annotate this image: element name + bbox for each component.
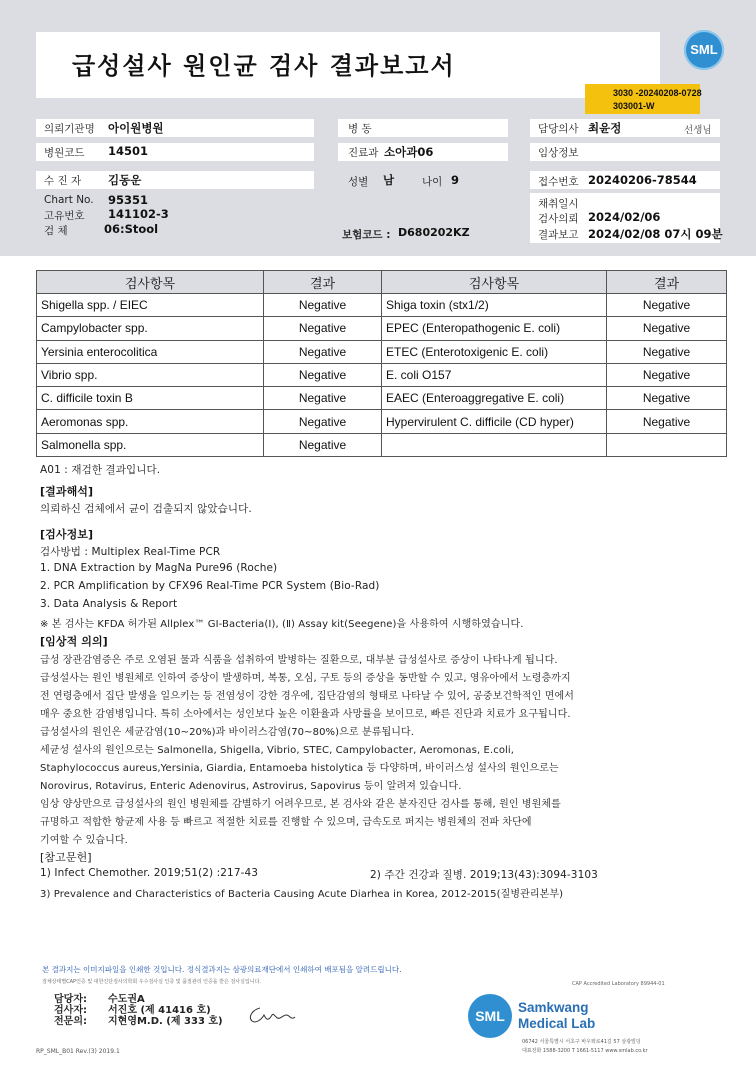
sml-logo-icon: SML [684, 30, 724, 70]
clinical-line: Norovirus, Rotavirus, Enteric Adenovirus, Astrovirus, Sapovirus 등이 알려져 있습니다. [40, 781, 462, 792]
reference-1: 1) Infect Chemother. 2019;51(2) :217-43 [40, 867, 259, 879]
signature-image [246, 1003, 296, 1025]
clinical-line: 매우 중요한 감염병입니다. 특히 소아에서는 성인보다 높은 이환율과 사망률을 보이므로, 빠른 진단과 치료가 요구됩니다. [40, 709, 571, 720]
receipt-value: 20240206-78544 [588, 173, 697, 187]
lab-name-line1: Samkwang [518, 1000, 589, 1015]
request-date-value: 2024/02/06 [588, 210, 661, 224]
table-row [37, 433, 727, 456]
test-result: Negative [264, 410, 382, 433]
header-result: 결과 [264, 271, 382, 294]
test-info-heading: [검사정보] [40, 528, 94, 541]
test-result: Negative [264, 387, 382, 410]
clinical-info-label: 임상정보 [538, 147, 579, 159]
test-name: Hypervirulent C. difficile (CD hyper) [382, 410, 607, 433]
clinical-line: 세균성 설사의 원인으로는 Salmonella, Shigella, Vibrio, STEC, Campylobacter, Aeromonas, E.coli, [40, 745, 515, 756]
report-code-line2: 303001-W [613, 101, 655, 111]
table-row [37, 294, 727, 317]
test-result: Negative [264, 340, 382, 363]
sml-lab-logo-icon: SML [468, 994, 512, 1038]
table-row [37, 317, 727, 340]
ward-label: 병 동 [348, 123, 372, 135]
test-info-line: 검사방법 : Multiplex Real-Time PCR [40, 546, 221, 558]
test-result [607, 433, 727, 456]
doctor-label: 담당의사 [538, 123, 579, 135]
test-name: ETEC (Enterotoxigenic E. coli) [382, 340, 607, 363]
header-result: 결과 [607, 271, 727, 294]
department-value: 소아과06 [384, 145, 434, 159]
test-name: Vibrio spp. [37, 363, 264, 386]
tester-value: 서진호 (제 41416 호) [108, 1005, 211, 1016]
institution-value: 아이원병원 [108, 121, 164, 135]
patient-name: 김동운 [108, 173, 142, 187]
request-date-label: 검사의뢰 [538, 213, 579, 225]
chart-no-label: Chart No. [44, 194, 94, 206]
lab-address: 06742 서울특별시 서초구 바우뫼로41길 57 삼광빌딩 [522, 1039, 641, 1045]
test-result: Negative [264, 317, 382, 340]
remark-text: A01 : 재검한 결과입니다. [40, 464, 161, 476]
manager-value: 수도권A [108, 994, 145, 1005]
clinical-line: 급성설사의 원인은 세균감염(10~20%)과 바이러스감염(70~80%)으로 분류됩니다. [40, 727, 415, 738]
table-row [37, 363, 727, 386]
interpretation-text: 의뢰하신 검체에서 균이 검출되지 않았습니다. [40, 503, 252, 515]
institution-label: 의뢰기관명 [44, 123, 95, 135]
test-name: Shigella spp. / EIEC [37, 294, 264, 317]
test-name: Salmonella spp. [37, 433, 264, 456]
test-result: Negative [607, 387, 727, 410]
test-name: Aeromonas spp. [37, 410, 264, 433]
test-info-line: 2. PCR Amplification by CFX96 Real-Time PCR System (Bio-Rad) [40, 580, 380, 592]
department-label: 진료과 [348, 147, 379, 159]
test-name [382, 433, 607, 456]
receipt-label: 접수번호 [538, 176, 579, 188]
report-date-value: 2024/02/08 07시 09분 [588, 227, 723, 241]
table-row [37, 340, 727, 363]
insurance-code-value: D680202KZ [398, 226, 470, 239]
unique-id-label: 고유번호 [44, 210, 85, 222]
doctor-value: 최윤정 [588, 121, 622, 135]
test-result: Negative [264, 294, 382, 317]
sex-label: 성별 [348, 176, 369, 188]
sex-value: 남 [383, 173, 395, 187]
hospital-code-value: 14501 [108, 144, 149, 158]
test-result: Negative [607, 363, 727, 386]
test-result: Negative [607, 340, 727, 363]
test-result: Negative [607, 410, 727, 433]
header-test-item: 검사항목 [382, 271, 607, 294]
clinical-line: 임상 양상만으로 급성설사의 원인 병원체를 감별하기 어려우므로, 본 검사와 같은 분자진단 검사를 통해, 원인 병원체를 [40, 799, 561, 810]
report-code-box [585, 84, 700, 114]
reference-3: 3) Prevalence and Characteristics of Bacteria Causing Acute Diarhea in Korea, 2012-2015(질병관리본부) [40, 889, 564, 900]
reference-2: 2) 주간 건강과 질병. 2019;13(43):3094-3103 [370, 869, 598, 881]
table-row [37, 410, 727, 433]
test-info-line: 1. DNA Extraction by MagNa Pure96 (Roche) [40, 562, 278, 574]
test-name: EAEC (Enteroaggregative E. coli) [382, 387, 607, 410]
test-info-line: 3. Data Analysis & Report [40, 598, 178, 610]
doctor-title: 선생님 [684, 125, 712, 136]
clinical-line: 규명하고 적합한 항균제 사용 등 빠르고 적절한 치료를 진행할 수 있으며, 급속도로 퍼지는 병원체의 전파 차단에 [40, 817, 532, 828]
table-row [37, 387, 727, 410]
accreditation-note: 검체상태별CAP인증 및 대한진단검사의학회 우수검사실 인증 및 품질관리 인증을 받은 검사실입니다. [42, 979, 262, 985]
specialist-value: 지현영M.D. (제 333 호) [108, 1016, 223, 1027]
clinical-line: 급성설사는 원인 병원체로 인하여 증상이 발생하며, 복통, 오심, 구토 등의 증상을 동반할 수 있고, 영유아에서 노령층까지 [40, 673, 571, 684]
clinical-line: 급성 장관감염증은 주로 오염된 물과 식품을 섭취하여 발병하는 질환으로, 대부분 급성설사로 증상이 나타나게 됩니다. [40, 655, 558, 666]
hospital-code-label: 병원코드 [44, 147, 85, 159]
chart-no-value: 95351 [108, 193, 149, 207]
lab-name-line2: Medical Lab [518, 1016, 596, 1031]
insurance-code-label: 보험코드 : [342, 229, 391, 241]
report-date-label: 결과보고 [538, 229, 579, 241]
clinical-line: Staphylococcus aureus,Yersinia, Giardia, Entamoeba histolytica 등 다양하며, 바이러스성 설사의 원인으로는 [40, 763, 559, 774]
tester-label: 검사자: [54, 1005, 87, 1016]
test-result: Negative [607, 317, 727, 340]
test-name: E. coli O157 [382, 363, 607, 386]
specimen-label: 검 체 [44, 225, 68, 237]
test-result: Negative [607, 294, 727, 317]
specimen-value: 06:Stool [104, 222, 159, 236]
age-value: 9 [451, 173, 460, 187]
test-result: Negative [264, 363, 382, 386]
manager-label: 담당자: [54, 994, 87, 1005]
test-name: EPEC (Enteropathogenic E. coli) [382, 317, 607, 340]
unique-id-value: 141102-3 [108, 207, 169, 221]
test-result: Negative [264, 433, 382, 456]
lab-phone: 대표전화 1588-3200 T 1661-5117 www.smlab.co.kr [522, 1048, 648, 1054]
header-test-item: 검사항목 [37, 271, 264, 294]
clinical-heading: [임상적 의의] [40, 635, 108, 648]
report-code-line1: 3030 -20240208-0728 [613, 88, 702, 98]
interpretation-heading: [결과해석] [40, 485, 94, 498]
test-name: C. difficile toxin B [37, 387, 264, 410]
test-name: Shiga toxin (stx1/2) [382, 294, 607, 317]
results-header-row [37, 271, 727, 294]
clinical-line: 전 연령층에서 집단 발생을 일으키는 등 전염성이 강한 경우에, 집단감염의 형태로 나타날 수 있어, 공중보건학적인 면에서 [40, 691, 574, 702]
test-name: Yersinia enterocolitica [37, 340, 264, 363]
collect-date-label: 채취일시 [538, 198, 579, 210]
test-name: Campylobacter spp. [37, 317, 264, 340]
patient-label: 수 진 자 [44, 175, 82, 187]
age-label: 나이 [422, 176, 443, 188]
cap-accreditation: CAP Accredited Laboratory 89944-01 [572, 981, 665, 987]
clinical-line: 기여할 수 있습니다. [40, 835, 128, 846]
results-table [36, 270, 727, 457]
form-code: RP_SML_B01 Rev.(3) 2019.1 [36, 1048, 120, 1055]
report-title: 급성설사 원인균 검사 결과보고서 [72, 52, 456, 80]
print-notice: 본 결과지는 이미지파일을 인쇄한 것입니다. 정식결과지는 삼광의료재단에서 인쇄하여 배포됨을 알려드립니다. [42, 965, 402, 974]
specialist-label: 전문의: [54, 1016, 87, 1027]
title-box [36, 32, 660, 98]
test-info-line: ※ 본 검사는 KFDA 허가된 Allplex™ GI-Bacteria(Ⅰ), (Ⅱ) Assay kit(Seegene)을 사용하여 시행하였습니다. [40, 619, 524, 630]
references-heading: [참고문헌] [40, 851, 92, 864]
